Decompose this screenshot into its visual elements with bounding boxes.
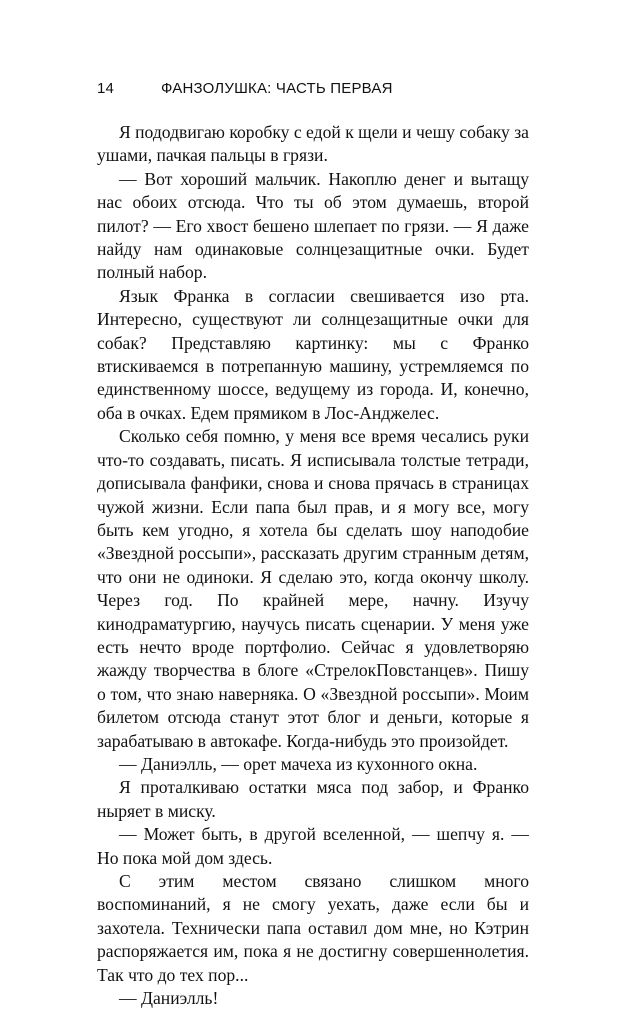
page-number: 14 (97, 80, 115, 97)
running-title: ФАНЗОЛУШКА: ЧАСТЬ ПЕРВАЯ (161, 80, 393, 97)
paragraph: Я проталкиваю остатки мяса под забор, и Франко ныряет в миску. (97, 777, 529, 821)
paragraph: — Даниэлль! (119, 988, 219, 1009)
paragraph: — Вот хороший мальчик. Накоплю денег и вытащу нас обоих отсюда. Что ты об этом думаешь, второй пилот? — Его хвост бешено шлепает по грязи. — Я даже найду нам одинаковые солнцезащитные очки. Будет полный набор. (97, 168, 529, 283)
paragraph: Сколько себя помню, у меня все время чесались руки что-то создавать, писать. Я исписывала толстые тетради, дописывала фанфики, снова и снова прячась в страницах чужой жизни. Если папа был прав, и я могу все, могу быть кем угодно, я хотела бы сделать шоу наподобие «Звездной россыпи», рассказать другим странным детям, что они не одиноки. Я сделаю это, когда окончу школу. Через год. По крайней мере, начну. Изучу кинодраматургию, научусь писать сценарии. У меня уже есть нечто вроде портфолио. Сейчас я удовлетворяю жажду творчества в блоге «СтрелокПовстанцев». Пишу о том, что знаю наверняка. О «Звездной россыпи». Моим билетом отсюда станут этот блог и деньги, которые я зарабатываю в автокафе. Когда-нибудь это произойдет. (97, 426, 529, 751)
paragraph: Язык Франка в согласии свешивается изо рта. Интересно, существуют ли солнцезащитные очки для собак? Представляю картинку: мы с Франко втискиваемся в потрепанную машину, устремляемся по единственному шоссе, ведущему из города. И, конечно, оба в очках. Едем прямиком в Лос-Анджелес. (97, 285, 529, 423)
paragraph: Я пододвигаю коробку с едой к щели и чешу собаку за ушами, пачкая пальцы в грязи. (97, 122, 529, 166)
paragraph: — Даниэлль, — орет мачеха из кухонного окна. (119, 753, 478, 774)
body-text (97, 121, 529, 1010)
running-head (97, 80, 537, 97)
paragraph: — Может быть, в другой вселенной, — шепчу я. — Но пока мой дом здесь. (97, 824, 529, 868)
paragraph: С этим местом связано слишком много воспоминаний, я не смогу уехать, даже если бы и захотела. Технически папа оставил дом мне, но Кэтрин распоряжается им, пока я не достигну совершеннолетия. Так что до тех пор... (97, 871, 529, 985)
